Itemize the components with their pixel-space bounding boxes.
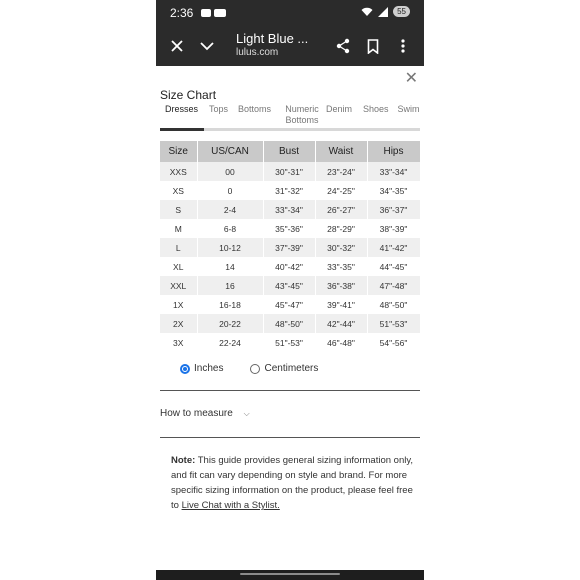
column-header-size: Size — [160, 141, 197, 162]
us-can-cell: 10-12 — [197, 238, 263, 257]
note-label: Note: — [171, 455, 196, 466]
unit-selector — [180, 363, 318, 374]
close-tab-icon[interactable] — [166, 35, 188, 57]
table-row — [160, 162, 420, 181]
page-url: lulus.com — [236, 47, 279, 58]
live-chat-link[interactable]: Live Chat with a Stylist. — [181, 500, 280, 511]
waist-cell: 30"-32" — [315, 238, 367, 257]
size-chart-heading: Size Chart — [160, 88, 217, 102]
size-cell: XS — [160, 181, 197, 200]
tab-denim[interactable]: Denim — [326, 104, 353, 114]
hips-cell: 38"-39" — [367, 219, 420, 238]
tab-active-indicator — [160, 128, 204, 131]
waist-cell: 23"-24" — [315, 162, 367, 181]
size-cell: 2X — [160, 314, 197, 333]
category-tabs — [160, 104, 420, 130]
sizing-note — [171, 453, 416, 513]
divider — [160, 390, 420, 391]
table-row — [160, 314, 420, 333]
size-cell: XL — [160, 257, 197, 276]
close-icon[interactable]: ✕ — [404, 70, 418, 87]
tab-dresses[interactable]: Dresses — [165, 104, 199, 114]
status-bar — [156, 0, 424, 26]
column-header-waist: Waist — [315, 141, 367, 162]
table-row — [160, 181, 420, 200]
column-header-bust: Bust — [263, 141, 315, 162]
column-header-us-can: US/CAN — [197, 141, 263, 162]
waist-cell: 39"-41" — [315, 295, 367, 314]
wifi-icon — [361, 7, 373, 17]
chevron-down-icon: ⌵ — [243, 409, 250, 418]
us-can-cell: 6-8 — [197, 219, 263, 238]
share-icon[interactable] — [332, 35, 354, 57]
table-row — [160, 257, 420, 276]
centimeters-radio[interactable] — [250, 364, 260, 374]
size-cell: 1X — [160, 295, 197, 314]
us-can-cell: 20-22 — [197, 314, 263, 333]
table-row — [160, 238, 420, 257]
column-header-hips: Hips — [367, 141, 420, 162]
us-can-cell: 16 — [197, 276, 263, 295]
notification-icon — [201, 9, 211, 17]
tab-tops[interactable]: Tops — [209, 104, 229, 114]
table-row — [160, 295, 420, 314]
size-cell: L — [160, 238, 197, 257]
hips-cell: 36"-37" — [367, 200, 420, 219]
waist-cell: 24"-25" — [315, 181, 367, 200]
note-text: This guide provides general sizing information only, and fit can vary depending on style and brand. For more specific sizing information on the product, please feel free to — [171, 455, 414, 511]
browser-toolbar — [156, 26, 424, 66]
how-to-measure-label: How to measure — [160, 408, 233, 419]
waist-cell: 46"-48" — [315, 333, 367, 352]
gesture-nav-bar — [156, 570, 424, 580]
us-can-cell: 14 — [197, 257, 263, 276]
phone-screen — [156, 0, 424, 580]
bookmark-icon[interactable] — [362, 35, 384, 57]
table-row — [160, 219, 420, 238]
home-indicator[interactable] — [240, 573, 340, 575]
us-can-cell: 00 — [197, 162, 263, 181]
chevron-down-icon[interactable] — [196, 35, 218, 57]
waist-cell: 33"-35" — [315, 257, 367, 276]
battery-indicator: 55 — [393, 6, 410, 17]
how-to-measure-toggle[interactable] — [160, 408, 250, 419]
us-can-cell: 0 — [197, 181, 263, 200]
us-can-cell: 2-4 — [197, 200, 263, 219]
hips-cell: 47"-48" — [367, 276, 420, 295]
hips-cell: 44"-45" — [367, 257, 420, 276]
hips-cell: 54"-56" — [367, 333, 420, 352]
hips-cell: 34"-35" — [367, 181, 420, 200]
size-cell: XXL — [160, 276, 197, 295]
us-can-cell: 22-24 — [197, 333, 263, 352]
hips-cell: 48"-50" — [367, 295, 420, 314]
size-cell: S — [160, 200, 197, 219]
more-options-icon[interactable] — [392, 35, 414, 57]
tab-numeric-bottoms[interactable]: Numeric Bottoms — [285, 104, 319, 125]
hips-cell: 51"-53" — [367, 314, 420, 333]
table-header-row — [160, 141, 420, 162]
hips-cell: 33"-34" — [367, 162, 420, 181]
bust-cell: 51"-53" — [263, 333, 315, 352]
bust-cell: 30"-31" — [263, 162, 315, 181]
divider — [160, 437, 420, 438]
signal-icon — [378, 7, 388, 17]
size-cell: XXS — [160, 162, 197, 181]
status-icons — [361, 6, 410, 17]
bust-cell: 35"-36" — [263, 219, 315, 238]
waist-cell: 42"-44" — [315, 314, 367, 333]
hips-cell: 41"-42" — [367, 238, 420, 257]
centimeters-label[interactable]: Centimeters — [264, 363, 319, 374]
table-row — [160, 276, 420, 295]
us-can-cell: 16-18 — [197, 295, 263, 314]
waist-cell: 26"-27" — [315, 200, 367, 219]
size-cell: 3X — [160, 333, 197, 352]
table-row — [160, 200, 420, 219]
size-table — [160, 141, 421, 352]
inches-radio[interactable] — [180, 364, 190, 374]
bust-cell: 31"-32" — [263, 181, 315, 200]
tab-swim[interactable]: Swim — [397, 104, 420, 114]
size-chart-panel — [156, 66, 424, 570]
bust-cell: 40"-42" — [263, 257, 315, 276]
inches-label[interactable]: Inches — [194, 363, 224, 374]
bust-cell: 48"-50" — [263, 314, 315, 333]
bust-cell: 37"-39" — [263, 238, 315, 257]
waist-cell: 28"-29" — [315, 219, 367, 238]
bust-cell: 43"-45" — [263, 276, 315, 295]
size-cell: M — [160, 219, 197, 238]
status-time: 2:36 — [170, 6, 194, 20]
tab-bottoms[interactable]: Bottoms — [238, 104, 272, 114]
bust-cell: 33"-34" — [263, 200, 315, 219]
app-notification-icon — [214, 9, 226, 17]
page-title: Light Blue ... — [236, 31, 309, 46]
bust-cell: 45"-47" — [263, 295, 315, 314]
table-row — [160, 333, 420, 352]
waist-cell: 36"-38" — [315, 276, 367, 295]
tab-shoes[interactable]: Shoes — [363, 104, 389, 114]
